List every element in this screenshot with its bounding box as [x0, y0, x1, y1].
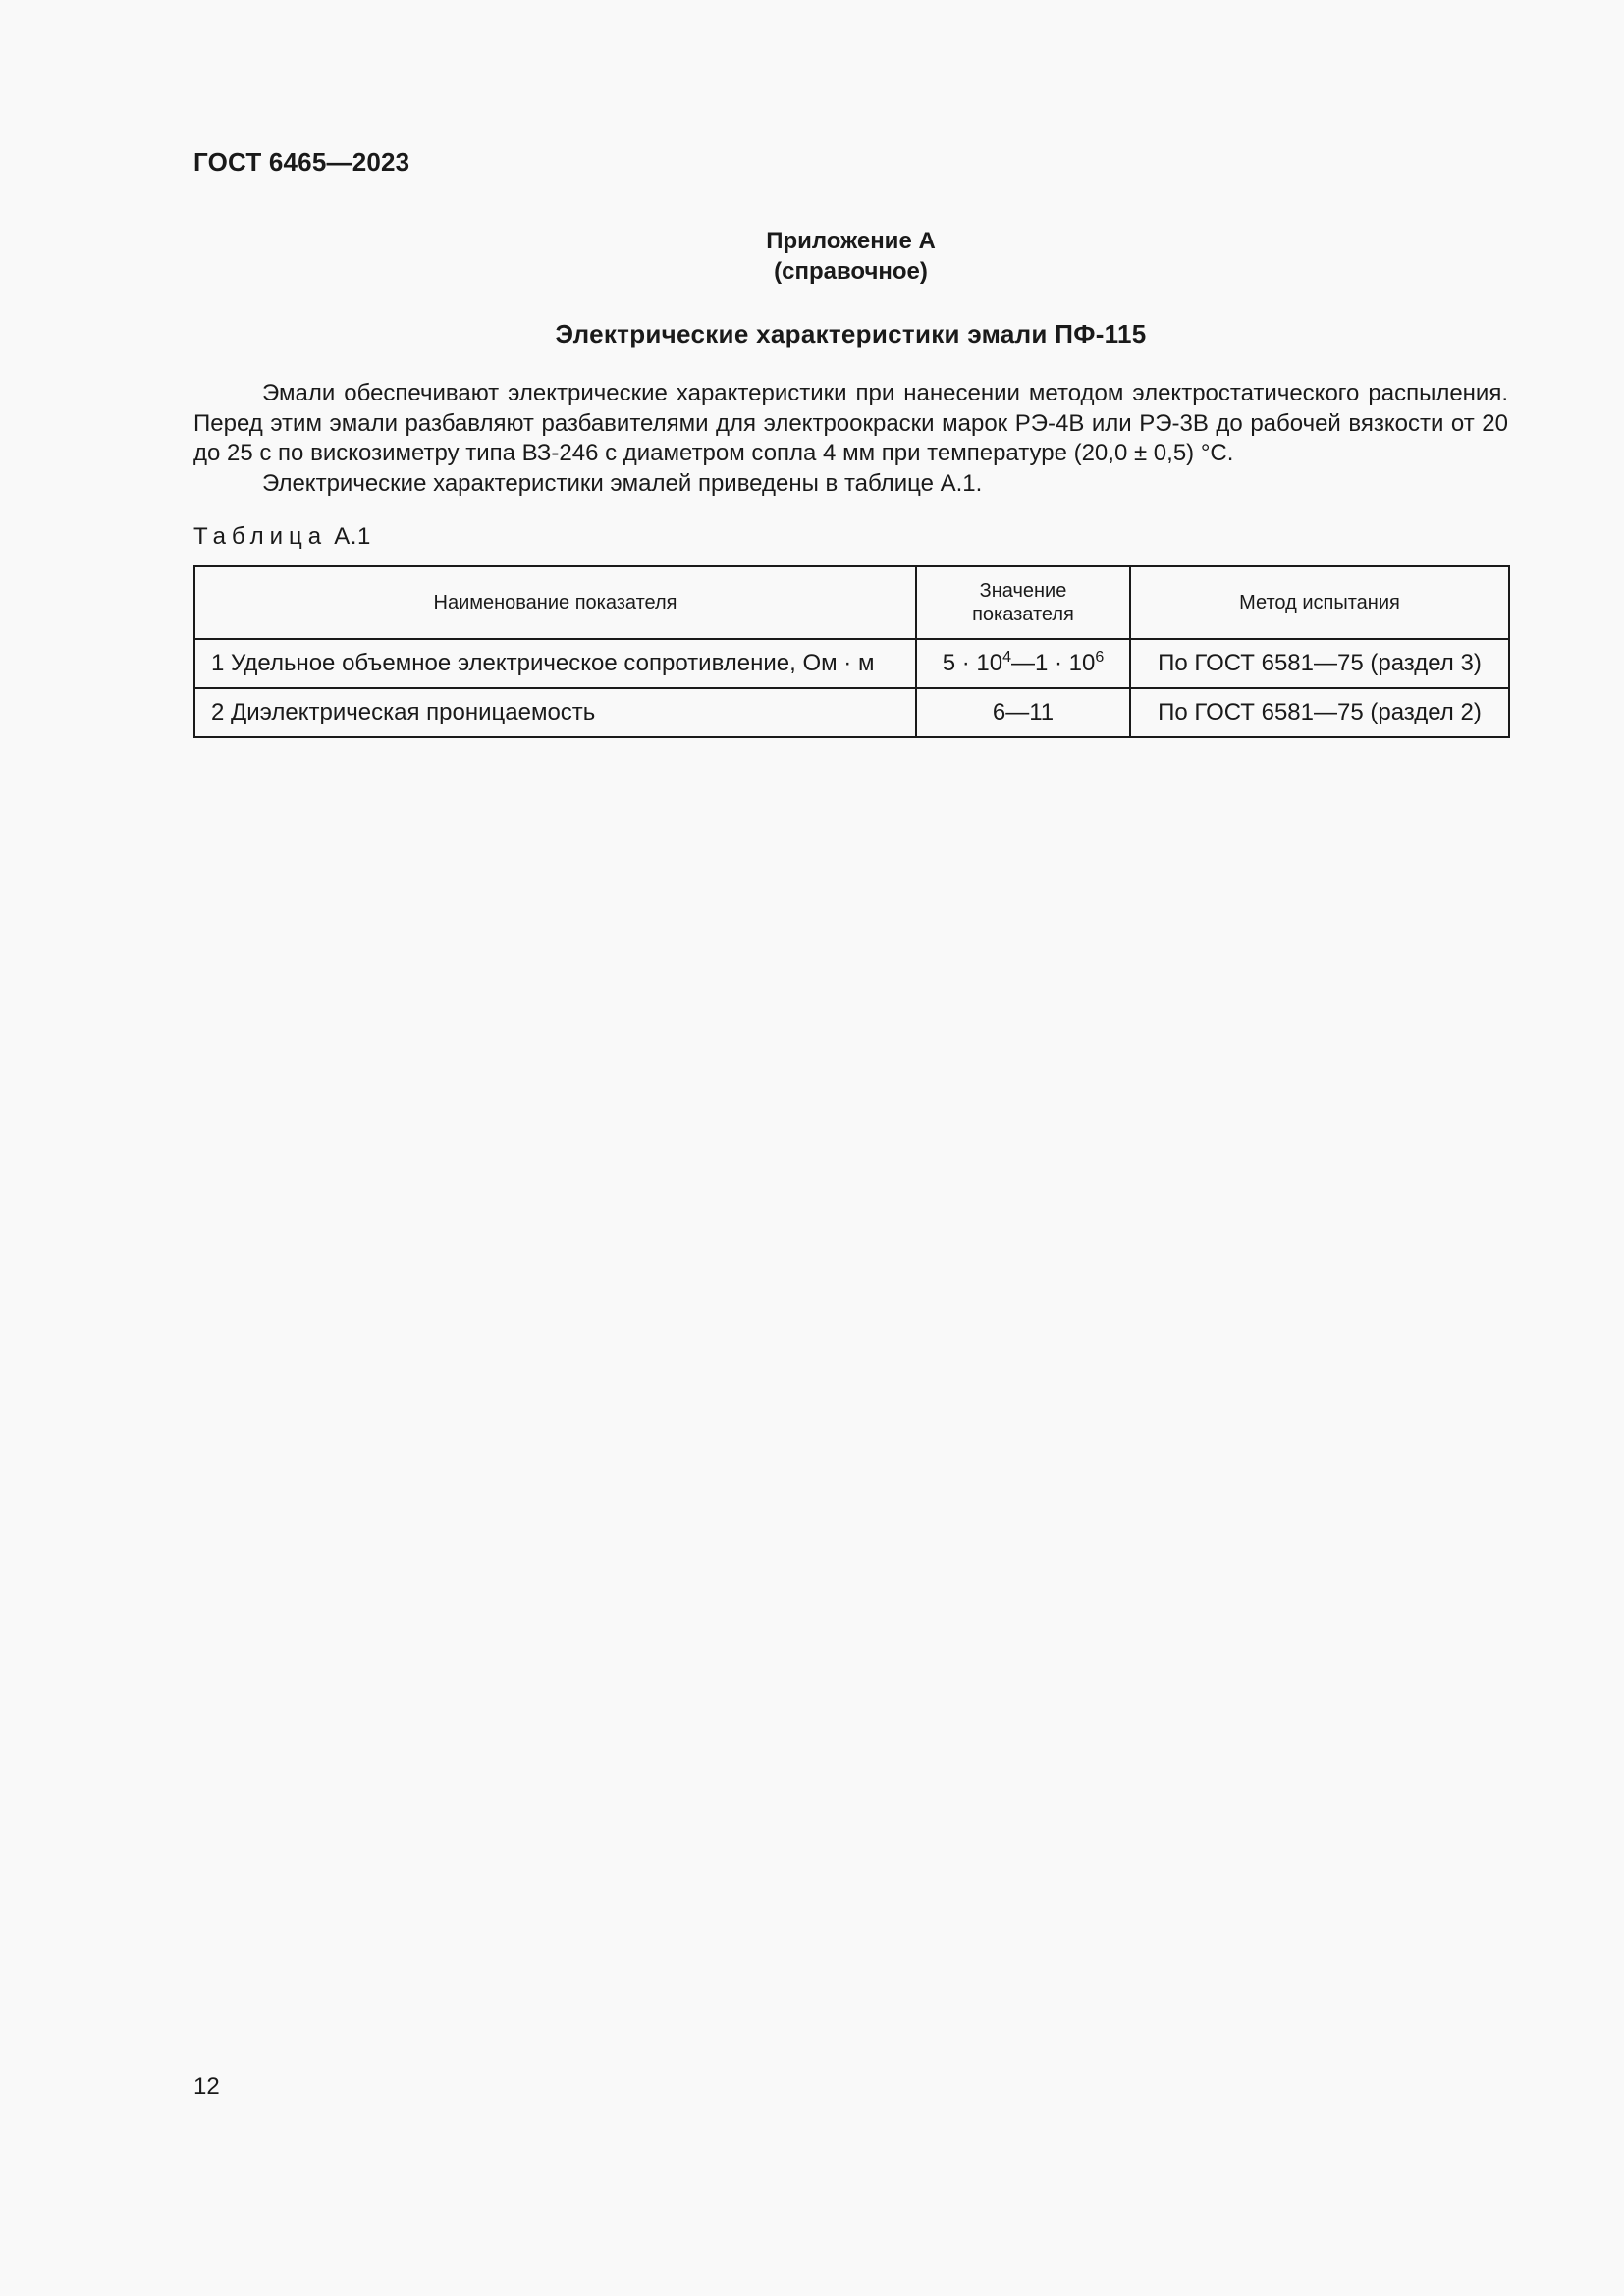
- value-base: 5 · 10: [942, 650, 1003, 676]
- table-caption-number: А.1: [334, 523, 371, 550]
- header-value-line2: показателя: [972, 604, 1074, 625]
- page-number: 12: [193, 2073, 220, 2100]
- appendix-title: Приложение А: [766, 228, 936, 254]
- table-caption-prefix: Таблица: [193, 523, 328, 550]
- characteristics-table: [193, 565, 1510, 738]
- section-title: Электрические характеристики эмали ПФ-115: [555, 319, 1147, 348]
- table-row: [194, 639, 1509, 688]
- header-value-line1: Значение: [979, 580, 1067, 602]
- appendix-heading: [193, 226, 1508, 287]
- paragraph: Эмали обеспечивают электрические характеристики при нанесении методом электростатического распыления. Перед этим эмали разбавляют разбавителями для электроокраски марок РЭ-4В или РЭ-3В до рабочей вязкости от 20 до 25 с по вискозиметру типа ВЗ-246 с диаметром сопла 4 мм при температуре (20,0 ± 0,5) °C.: [193, 380, 1508, 466]
- header-name: Наименование показателя: [194, 566, 916, 639]
- value-separator: —1 · 10: [1011, 650, 1096, 676]
- paragraph: Электрические характеристики эмалей приведены в таблице А.1.: [262, 469, 983, 497]
- value-exponent: 6: [1095, 649, 1105, 666]
- table-row: [194, 688, 1509, 737]
- row-name: 1 Удельное объемное электрическое сопротивление, Ом · м: [194, 639, 916, 688]
- header-value: [916, 566, 1130, 639]
- table-header-row: [194, 566, 1509, 639]
- row-method: По ГОСТ 6581—75 (раздел 2): [1130, 688, 1509, 737]
- value-exponent: 4: [1002, 649, 1011, 666]
- header-method: Метод испытания: [1130, 566, 1509, 639]
- document-header: ГОСТ 6465—2023: [193, 147, 410, 177]
- row-value: 6—11: [916, 688, 1130, 737]
- row-value: [916, 639, 1130, 688]
- body-text: [193, 379, 1508, 499]
- table-caption: [193, 523, 371, 551]
- appendix-subtitle: (справочное): [774, 258, 928, 285]
- row-name: 2 Диэлектрическая проницаемость: [194, 688, 916, 737]
- row-method: По ГОСТ 6581—75 (раздел 3): [1130, 639, 1509, 688]
